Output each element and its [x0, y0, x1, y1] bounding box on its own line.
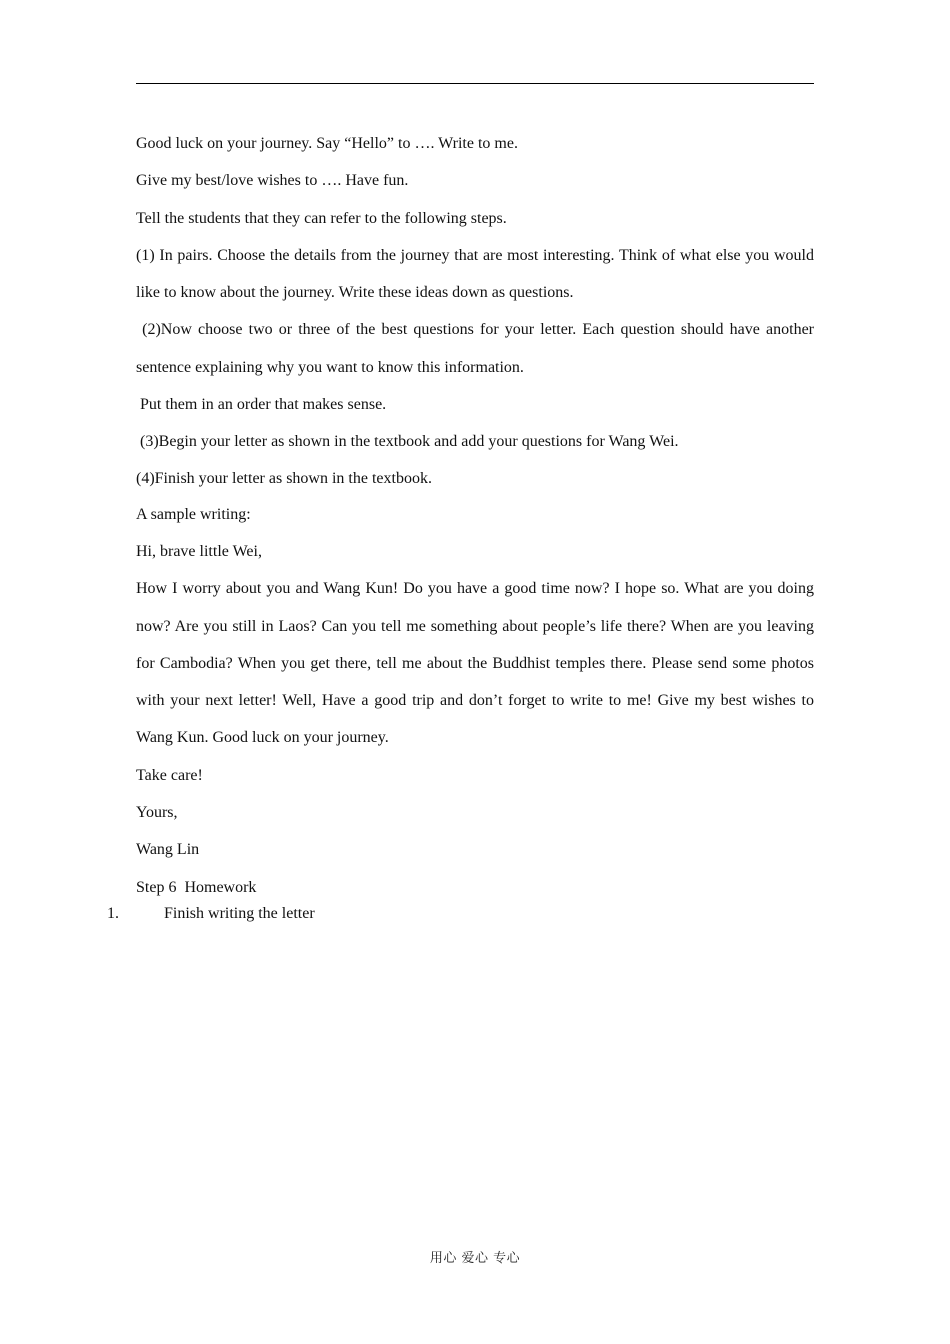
- paragraph: (1) In pairs. Choose the details from the journey that are most interesting. Think of what else you would like to know about the journey. Write these ideas down as questions.: [136, 246, 814, 302]
- section-heading: Step 6 Homework: [136, 878, 257, 896]
- paragraph: (3)Begin your letter as shown in the textbook and add your questions for Wang Wei.: [136, 433, 679, 451]
- letter-signoff: Yours,: [136, 804, 178, 822]
- paragraph: Put them in an order that makes sense.: [136, 396, 387, 414]
- homework-list-item: [107, 903, 807, 925]
- letter-body: How I worry about you and Wang Kun! Do you have a good time now? I hope so. What are you doing now? Are you still in Laos? Can you tell me something about people’s life there? When are you leaving for Cambodia? When you get there, tell me about the Buddhist temples there. Please send some photos with your next letter! Well, Have a good trip and don’t forget to write to me! Give my best wishes to Wang Kun. Good luck on your journey.: [136, 580, 814, 747]
- paragraph: A sample writing:: [136, 505, 251, 523]
- letter-closing: Take care!: [136, 766, 203, 784]
- paragraph: (2)Now choose two or three of the best questions for your letter. Each question should have another sentence explaining why you want to know this information.: [136, 321, 814, 376]
- letter-signature: Wang Lin: [136, 841, 200, 859]
- list-item-text: Finish writing the letter: [164, 905, 315, 922]
- paragraph: Good luck on your journey. Say “Hello” to …. Write to me.: [136, 135, 518, 152]
- paragraph: Tell the students that they can refer to the following steps.: [136, 209, 507, 227]
- paragraph: Give my best/love wishes to …. Have fun.: [136, 172, 409, 190]
- list-number: 1.: [107, 905, 119, 922]
- paragraph: (4)Finish your letter as shown in the textbook.: [136, 469, 432, 487]
- page-footer: 用心 爱心 专心: [429, 1251, 521, 1266]
- letter-greeting: Hi, brave little Wei,: [136, 542, 262, 560]
- header-rule: [136, 83, 814, 84]
- document-body: [136, 125, 814, 906]
